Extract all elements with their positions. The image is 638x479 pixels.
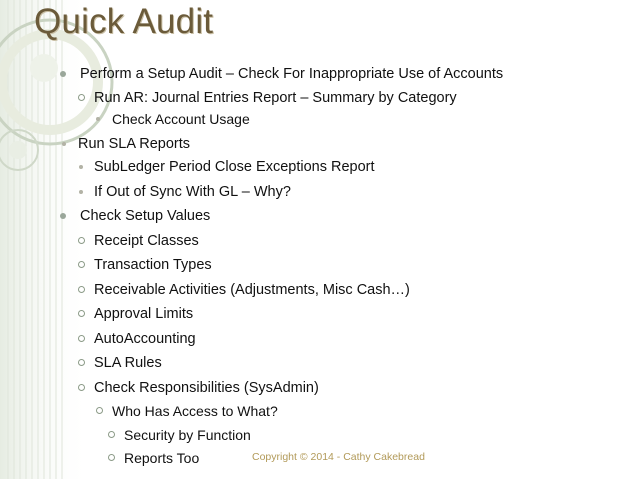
bullet-ring-icon: [78, 237, 85, 244]
bullet-ring-icon: [78, 94, 85, 101]
bullet-small-icon: [62, 142, 66, 146]
bullet-ring-icon: [78, 359, 85, 366]
bullet-ring-icon: [78, 335, 85, 342]
bullet-ring-icon: [108, 454, 115, 461]
bullet-small-icon: [96, 117, 100, 121]
bullet-ring-icon: [108, 431, 115, 438]
bullet-ring-icon: [96, 407, 103, 414]
bullet-outline: Perform a Setup Audit – Check For Inappropriate Use of Accounts Run AR: Journal Entries Report – Summary by Category Check Account Usage Run SLA Reports SubLedger Period Close Exceptions Report If Out of Sync With GL – Why? Check Setup Values Receipt Classes Transaction Types Receivable Activities (Adjustments, Misc Cash…) Approval Limits AutoAccounting SLA Rules Check Responsibilities (SysAdmin) Who Has Access to What? Security by Function Reports Too: [0, 0, 638, 479]
bullet-dot-icon: [60, 71, 66, 77]
copyright-footer: Copyright © 2014 - Cathy Cakebread: [252, 451, 425, 463]
bullet-ring-icon: [78, 286, 85, 293]
bullet-small-icon: [79, 165, 83, 169]
bullet-ring-icon: [78, 310, 85, 317]
bullet-dot-icon: [60, 213, 66, 219]
bullet-ring-icon: [78, 384, 85, 391]
bullet-small-icon: [79, 190, 83, 194]
bullet-ring-icon: [78, 261, 85, 268]
slide-title: Quick Audit: [34, 2, 214, 41]
